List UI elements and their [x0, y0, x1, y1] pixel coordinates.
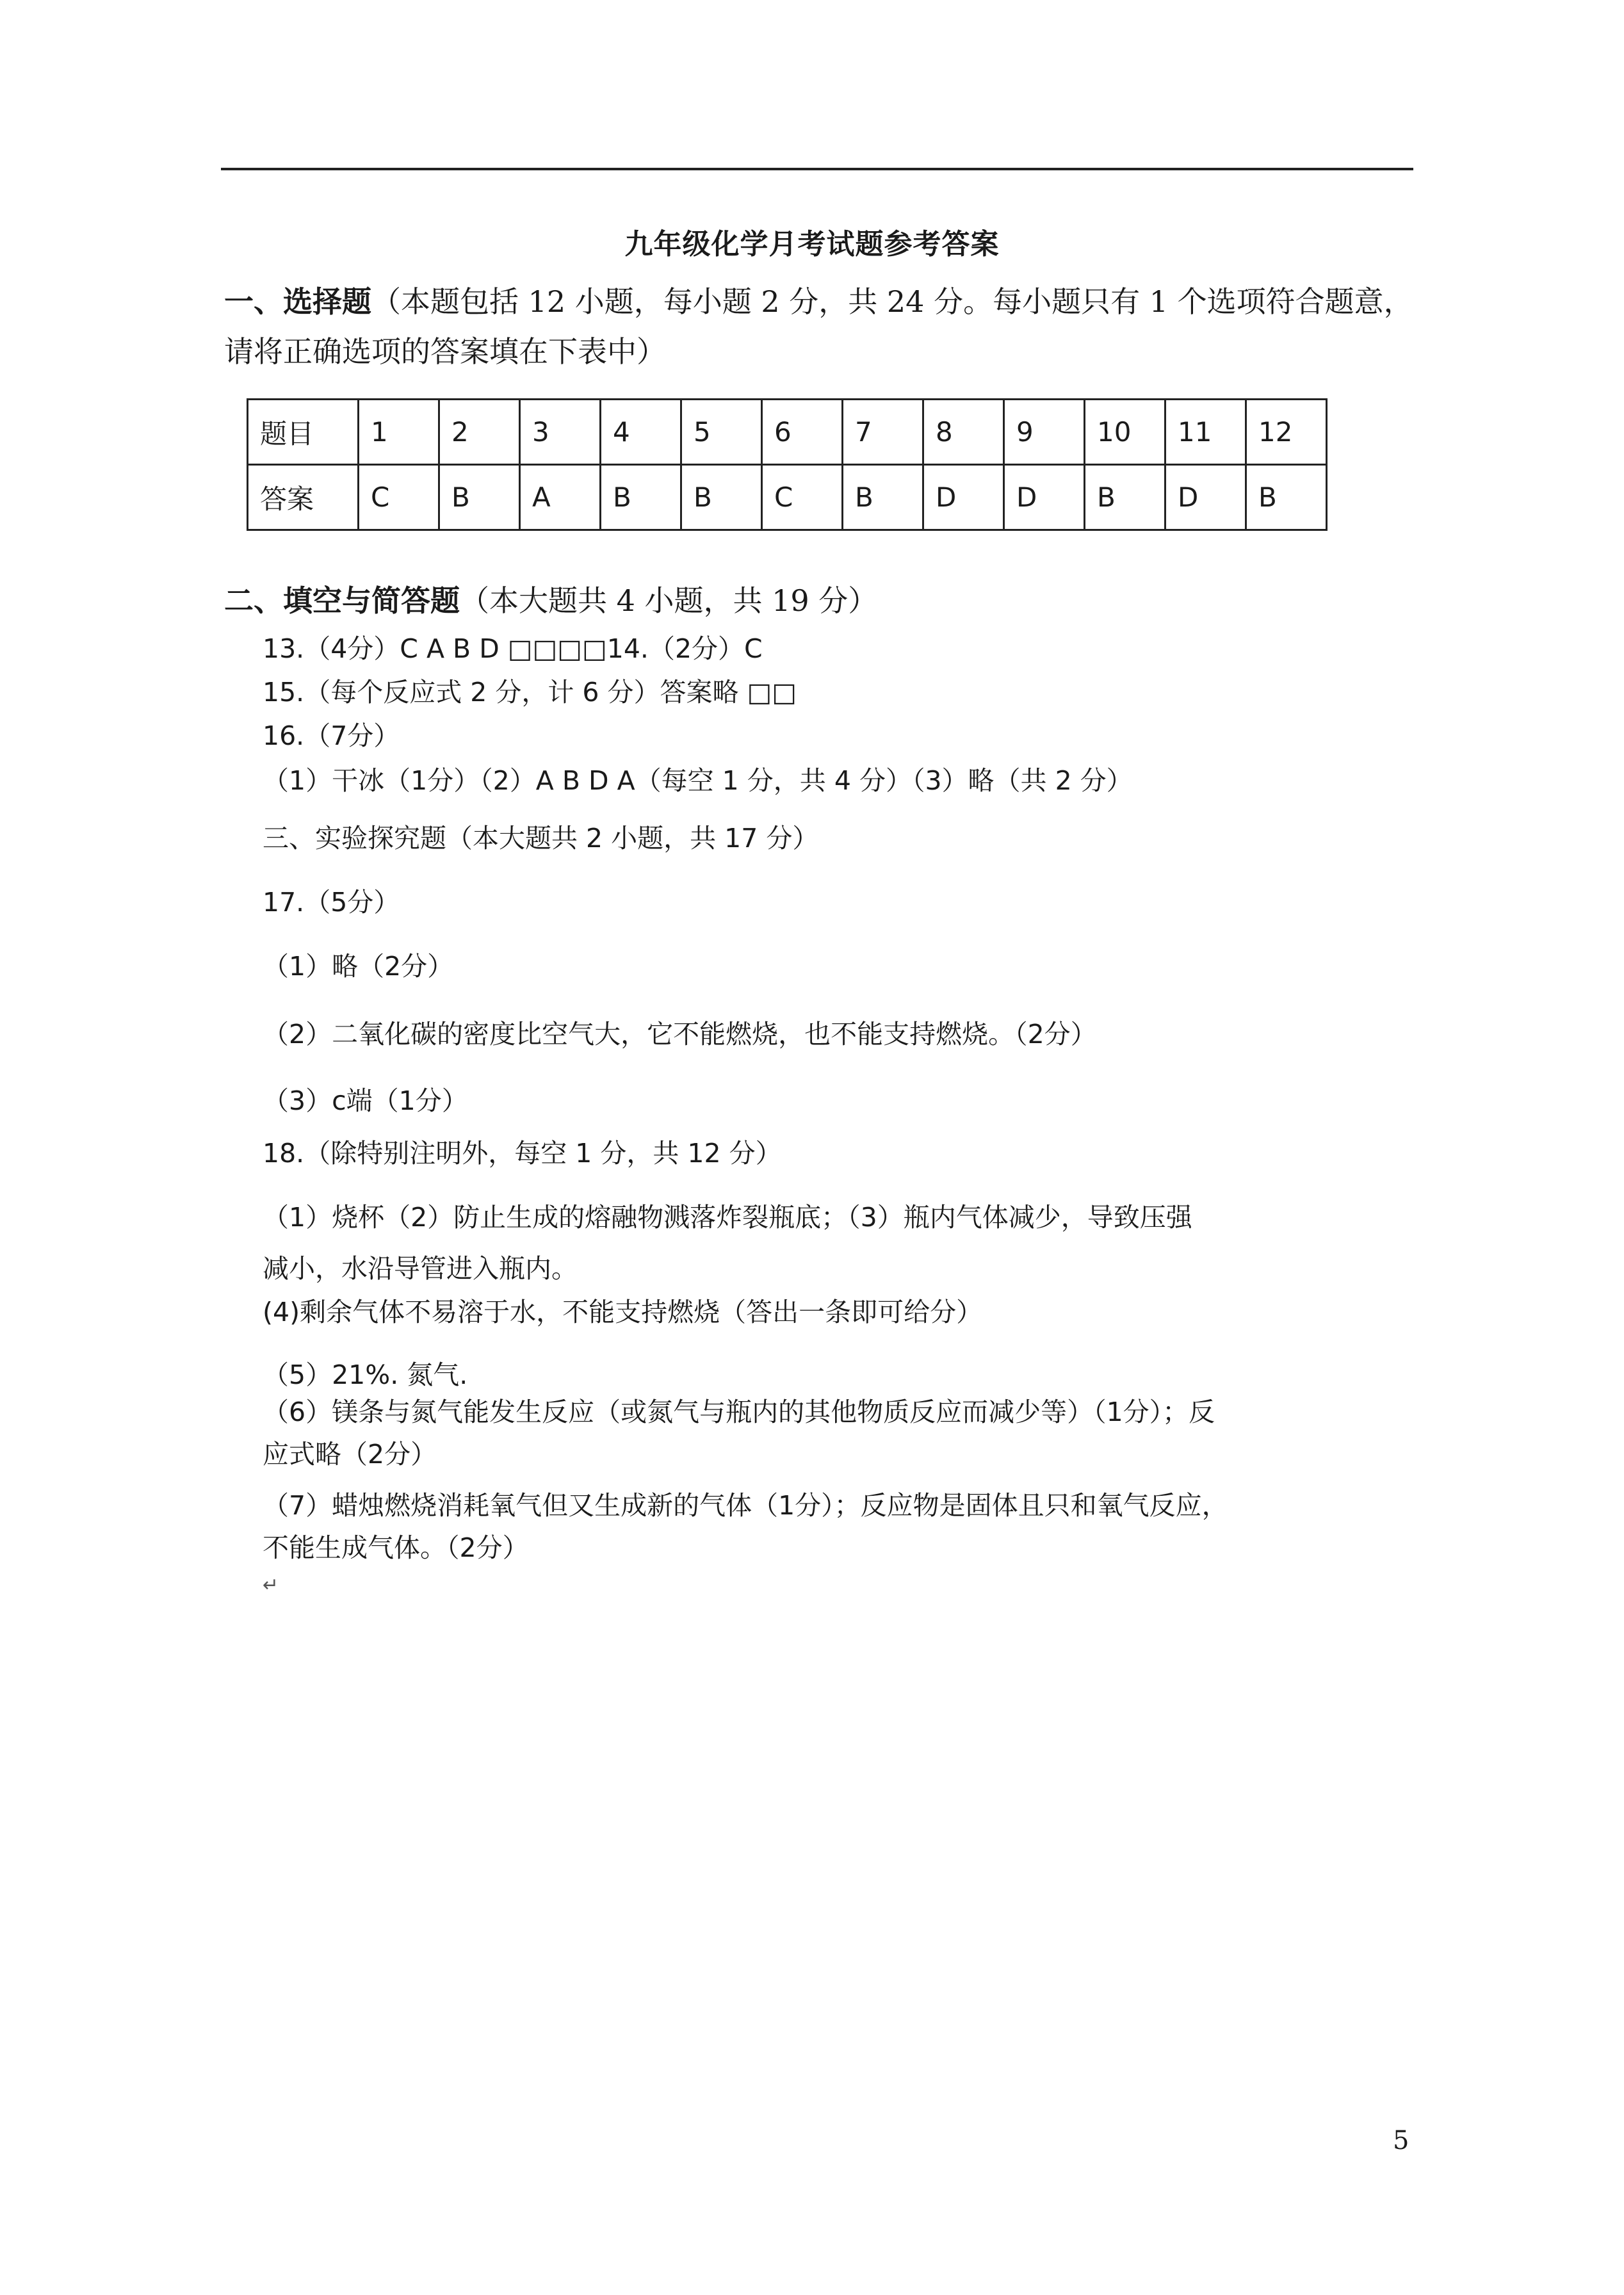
- section-2-heading: 二、填空与简答题: [224, 583, 460, 618]
- answer-table: [247, 398, 1328, 531]
- question-number: 5: [681, 400, 762, 465]
- answer-line: （7）蜡烛燃烧消耗氧气但又生成新的气体（1分）；反应物是固体且只和氧气反应，: [263, 1490, 1228, 1521]
- answer-line: 不能生成气体。（2分）: [263, 1532, 529, 1563]
- return-mark-icon: ↵: [263, 1574, 279, 1596]
- answer-table-number-row: [248, 400, 1327, 465]
- question-number: 10: [1085, 400, 1165, 465]
- answer-cell: C: [359, 465, 439, 530]
- header-rule: [221, 168, 1413, 170]
- answer-line: (4)剩余气体不易溶于水，不能支持燃烧（答出一条即可给分）: [263, 1297, 983, 1327]
- section-2-intro: [224, 578, 877, 620]
- answer-cell: D: [923, 465, 1004, 530]
- answer-cell: B: [1246, 465, 1327, 530]
- answer-line: （6）镁条与氮气能发生反应（或氮气与瓶内的其他物质反应而减少等）（1分）；反: [263, 1397, 1215, 1427]
- question-number: 11: [1165, 400, 1246, 465]
- answer-line: （5）21%. 氮气.: [263, 1359, 468, 1390]
- answer-line: 15.（每个反应式 2 分，计 6 分）答案略 □□: [263, 677, 797, 708]
- section-1-note: （本题包括 12 小题，每小题 2 分，共 24 分。每小题只有 1 个选项符合题意，请将正确选项的答案填在下表中）: [224, 284, 1413, 369]
- answer-cell: C: [762, 465, 843, 530]
- answer-line: （3）c端（1分）: [263, 1085, 468, 1116]
- question-number: 8: [923, 400, 1004, 465]
- row-header-answer: 答案: [248, 465, 359, 530]
- question-number: 1: [359, 400, 439, 465]
- page-number: 5: [1393, 2126, 1409, 2155]
- answer-line: 18.（除特别注明外，每空 1 分，共 12 分）: [263, 1138, 782, 1169]
- answer-cell: B: [601, 465, 681, 530]
- answer-cell: B: [843, 465, 923, 530]
- question-number: 7: [843, 400, 923, 465]
- answer-line: 三、实验探究题（本大题共 2 小题，共 17 分）: [263, 823, 819, 854]
- answer-line: 16.（7分）: [263, 720, 400, 751]
- answer-line: 13.（4分）C A B D □□□□14.（2分）C: [263, 633, 763, 664]
- question-number: 9: [1004, 400, 1085, 465]
- document-title: 九年级化学月考试题参考答案: [624, 228, 1000, 261]
- answer-line: （1）略（2分）: [263, 951, 454, 982]
- answer-line: （1）烧杯（2）防止生成的熔融物溅落炸裂瓶底；（3）瓶内气体减少，导致压强: [263, 1202, 1192, 1233]
- answer-cell: B: [1085, 465, 1165, 530]
- question-number: 6: [762, 400, 843, 465]
- answer-cell: A: [520, 465, 601, 530]
- answer-cell: D: [1165, 465, 1246, 530]
- answer-line: 17.（5分）: [263, 887, 400, 918]
- answer-table-answer-row: [248, 465, 1327, 530]
- section-2-note: （本大题共 4 小题，共 19 分）: [460, 583, 878, 618]
- section-1-intro: [224, 277, 1422, 377]
- question-number: 2: [439, 400, 520, 465]
- question-number: 3: [520, 400, 601, 465]
- question-number: 4: [601, 400, 681, 465]
- answer-line: （2）二氧化碳的密度比空气大，它不能燃烧，也不能支持燃烧。（2分）: [263, 1019, 1097, 1050]
- answer-line: 应式略（2分）: [263, 1439, 437, 1470]
- section-1-heading: 一、选择题: [224, 284, 371, 319]
- answer-cell: D: [1004, 465, 1085, 530]
- answer-line: （1）干冰（1分）（2）A B D A（每空 1 分，共 4 分）（3）略（共 2 分）: [263, 765, 1133, 796]
- answer-line: 减小，水沿导管进入瓶内。: [263, 1253, 578, 1284]
- answer-cell: B: [681, 465, 762, 530]
- question-number: 12: [1246, 400, 1327, 465]
- answer-cell: B: [439, 465, 520, 530]
- row-header-question: 题目: [248, 400, 359, 465]
